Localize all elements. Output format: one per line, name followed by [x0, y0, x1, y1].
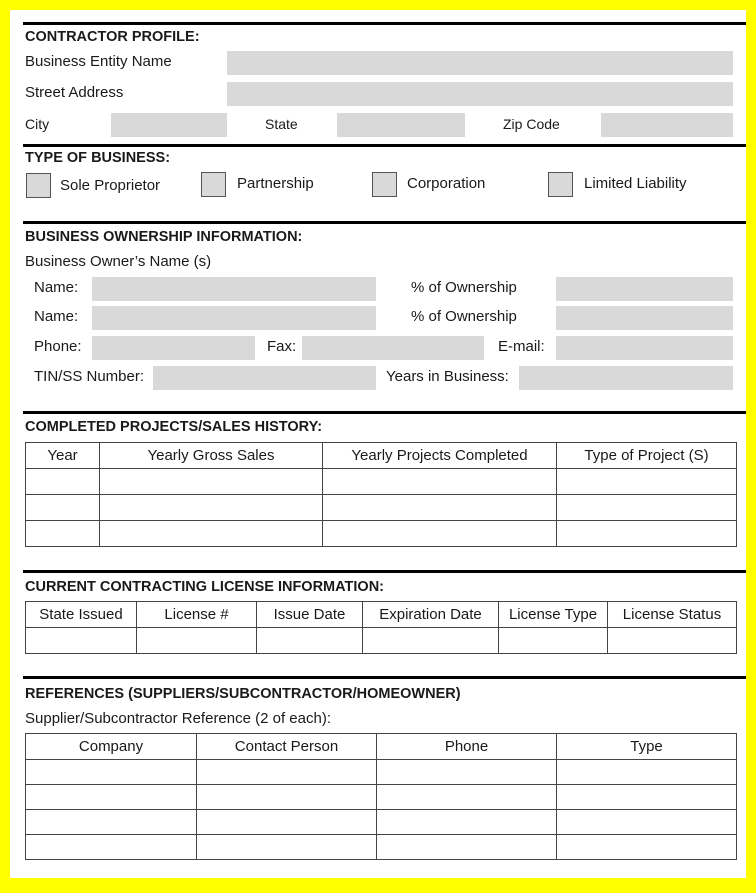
projects-table — [25, 442, 737, 547]
business-entity-name-field[interactable] — [227, 51, 733, 75]
email-label: E-mail: — [498, 338, 545, 355]
references-title: REFERENCES (SUPPLIERS/SUBCONTRACTOR/HOMEOWNER) — [25, 686, 461, 702]
table-row — [26, 469, 737, 495]
table-cell[interactable] — [26, 835, 197, 860]
projects-column-header: Yearly Gross Sales — [100, 443, 323, 469]
state-label: State — [265, 116, 298, 132]
limited-liability-checkbox[interactable] — [548, 172, 573, 197]
state-field[interactable] — [337, 113, 465, 137]
ownership-pct-2-label: % of Ownership — [411, 308, 517, 325]
references-column-header: Contact Person — [197, 734, 377, 760]
partnership-checkbox[interactable] — [201, 172, 226, 197]
table-cell[interactable] — [26, 810, 197, 835]
license-header-row — [26, 602, 737, 628]
zip-code-field[interactable] — [601, 113, 733, 137]
table-cell[interactable] — [100, 469, 323, 495]
contractor-profile-title: CONTRACTOR PROFILE: — [25, 29, 200, 45]
owner-name-2-label: Name: — [34, 308, 79, 325]
city-label: City — [25, 116, 50, 132]
table-cell[interactable] — [377, 810, 557, 835]
table-row — [26, 760, 737, 785]
table-cell[interactable] — [26, 469, 100, 495]
sole-proprietor-checkbox[interactable] — [26, 173, 51, 198]
table-cell[interactable] — [26, 521, 100, 547]
references-column-header: Phone — [377, 734, 557, 760]
references-subtitle: Supplier/Subcontractor Reference (2 of each): — [25, 710, 331, 727]
section-divider — [23, 676, 746, 679]
street-address-field[interactable] — [227, 82, 733, 106]
table-row — [26, 521, 737, 547]
ownership-pct-1-field[interactable] — [556, 277, 733, 301]
table-cell[interactable] — [377, 835, 557, 860]
tin-field[interactable] — [153, 366, 376, 390]
table-cell[interactable] — [557, 469, 737, 495]
partnership-label: Partnership — [237, 175, 314, 192]
license-column-header: License Type — [499, 602, 608, 628]
table-cell[interactable] — [323, 495, 557, 521]
table-cell[interactable] — [26, 760, 197, 785]
fax-label: Fax: — [267, 338, 297, 355]
table-cell[interactable] — [557, 495, 737, 521]
corporation-label: Corporation — [407, 175, 486, 192]
table-cell[interactable] — [137, 628, 257, 654]
references-column-header: Company — [26, 734, 197, 760]
license-column-header: Issue Date — [257, 602, 363, 628]
table-cell[interactable] — [608, 628, 737, 654]
ownership-pct-1-label: % of Ownership — [411, 279, 517, 296]
section-divider — [23, 22, 746, 25]
table-cell[interactable] — [197, 760, 377, 785]
owner-name-1-label: Name: — [34, 279, 79, 296]
years-in-business-label: Years in Business: — [386, 368, 509, 385]
zip-code-label: Zip Code — [503, 116, 560, 132]
table-row — [26, 835, 737, 860]
limited-liability-label: Limited Liability — [584, 175, 687, 192]
table-row — [26, 810, 737, 835]
table-cell[interactable] — [197, 785, 377, 810]
owner-name-1-field[interactable] — [92, 277, 376, 301]
projects-column-header: Year — [26, 443, 100, 469]
table-cell[interactable] — [499, 628, 608, 654]
street-address-label: Street Address — [25, 84, 124, 101]
references-header-row — [26, 734, 737, 760]
email-field[interactable] — [556, 336, 733, 360]
projects-column-header: Type of Project (S) — [557, 443, 737, 469]
table-cell[interactable] — [323, 469, 557, 495]
table-cell[interactable] — [557, 785, 737, 810]
fax-field[interactable] — [302, 336, 484, 360]
table-row — [26, 495, 737, 521]
license-title: CURRENT CONTRACTING LICENSE INFORMATION: — [25, 579, 384, 595]
tin-label: TIN/SS Number: — [34, 368, 145, 385]
table-cell[interactable] — [26, 495, 100, 521]
references-column-header: Type — [557, 734, 737, 760]
table-cell[interactable] — [557, 835, 737, 860]
license-column-header: State Issued — [26, 602, 137, 628]
projects-header-row — [26, 443, 737, 469]
table-cell[interactable] — [323, 521, 557, 547]
projects-title: COMPLETED PROJECTS/SALES HISTORY: — [25, 419, 323, 435]
application-form — [10, 10, 746, 878]
sole-proprietor-label: Sole Proprietor — [60, 177, 161, 194]
phone-label: Phone: — [34, 338, 82, 355]
license-column-header: License # — [137, 602, 257, 628]
projects-column-header: Yearly Projects Completed — [323, 443, 557, 469]
table-cell[interactable] — [557, 810, 737, 835]
table-cell[interactable] — [197, 810, 377, 835]
table-row — [26, 628, 737, 654]
city-field[interactable] — [111, 113, 227, 137]
table-cell[interactable] — [26, 628, 137, 654]
table-cell[interactable] — [557, 760, 737, 785]
table-cell[interactable] — [197, 835, 377, 860]
table-row — [26, 785, 737, 810]
owner-name-2-field[interactable] — [92, 306, 376, 330]
section-divider — [23, 221, 746, 224]
phone-field[interactable] — [92, 336, 255, 360]
table-cell[interactable] — [26, 785, 197, 810]
license-table — [25, 601, 737, 654]
table-cell[interactable] — [557, 521, 737, 547]
years-in-business-field[interactable] — [519, 366, 733, 390]
type-of-business-title: TYPE OF BUSINESS: — [25, 150, 171, 166]
license-column-header: Expiration Date — [363, 602, 499, 628]
table-cell[interactable] — [257, 628, 363, 654]
ownership-title: BUSINESS OWNERSHIP INFORMATION: — [25, 229, 303, 245]
table-cell[interactable] — [377, 785, 557, 810]
corporation-checkbox[interactable] — [372, 172, 397, 197]
business-entity-name-label: Business Entity Name — [25, 53, 172, 70]
table-cell[interactable] — [363, 628, 499, 654]
table-cell[interactable] — [100, 521, 323, 547]
license-column-header: License Status — [608, 602, 737, 628]
section-divider — [23, 411, 746, 414]
ownership-pct-2-field[interactable] — [556, 306, 733, 330]
table-cell[interactable] — [100, 495, 323, 521]
section-divider — [23, 144, 746, 147]
section-divider — [23, 570, 746, 573]
owner-names-label: Business Owner’s Name (s) — [25, 253, 212, 270]
table-cell[interactable] — [377, 760, 557, 785]
references-table — [25, 733, 737, 860]
